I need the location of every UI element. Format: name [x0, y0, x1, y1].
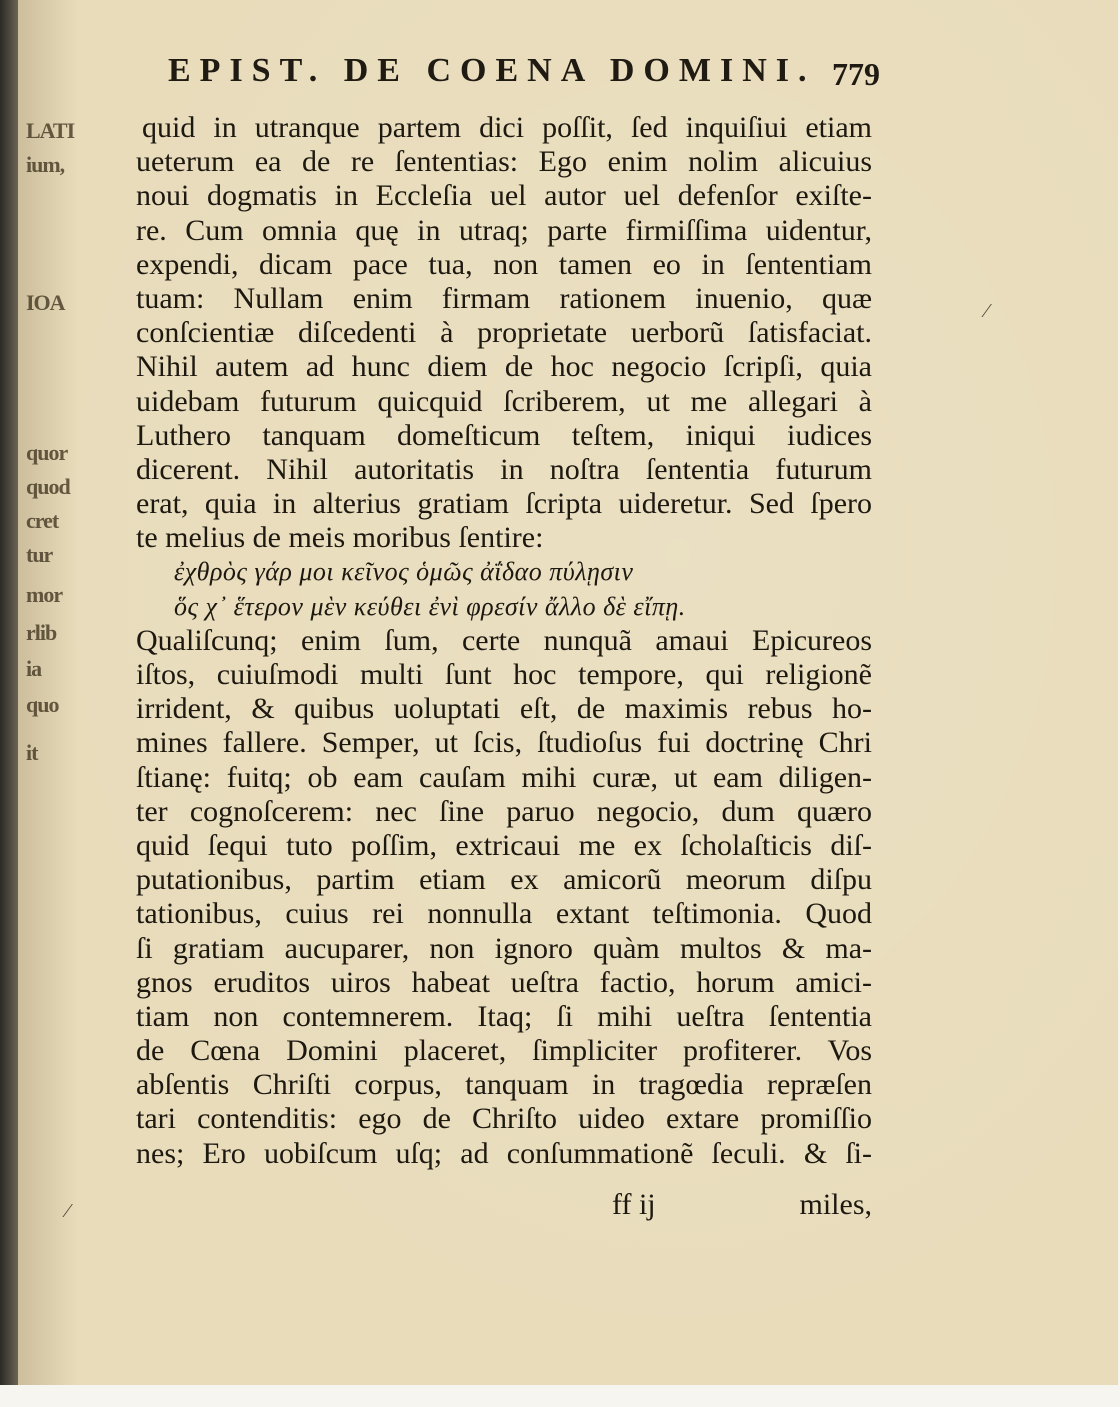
text-line: tuam: Nullam enim firmam rationem inuenio, quæ: [136, 281, 872, 315]
stray-mark: ⁄: [66, 1200, 70, 1222]
text-line: noui dogmatis in Eccleſia uel autor uel defenſor exiſte-: [136, 179, 872, 213]
text-line: putationibus, partim etiam ex amicorũ meorum diſpu: [136, 863, 872, 897]
text-line: te melius de meis moribus ſentire:: [136, 521, 544, 555]
stray-mark: ⁄: [985, 300, 989, 322]
greek-verse-line: ὅς χ᾽ ἕτερον μὲν κεύθει ἐνὶ φρεσίν ἄλλο δὲ εἴπῃ.: [174, 591, 686, 621]
text-line: abſentis Chriſti corpus, tanquam in tragœdia repræſen: [136, 1068, 872, 1102]
text-line: ter cognoſcerem: nec ſine paruo negocio, dum quæro: [136, 794, 872, 828]
text-line: de Cœna Domini placeret, ſimpliciter profiterer. Vos: [136, 1034, 872, 1068]
gutter-fragment: quod: [26, 474, 70, 499]
text-line: tiam non contemnerem. Itaq; ſi mihi ueſtra ſententia: [136, 999, 872, 1033]
text-line: quid in utranque partem dici poſſit, ſed inquiſiui etiam: [142, 111, 872, 144]
text-line: irrident, & quibus uoluptati eſt, de maximis rebus ho-: [136, 692, 872, 726]
gutter-fragment: it: [26, 740, 38, 765]
signature-mark: ff ij: [612, 1188, 656, 1221]
folio-number: 779: [832, 56, 880, 92]
text-line: re. Cum omnia quę in utraq; parte firmiſſima uidentur,: [136, 213, 872, 247]
text-line: dicerent. Nihil autoritatis in noſtra ſententia futurum: [136, 452, 872, 486]
text-line: tationibus, cuius rei nonnulla extant teſtimonia. Quod: [136, 897, 872, 931]
gutter-fragment: ia: [26, 656, 42, 681]
text-line: conſcientiæ diſcedenti à proprietate uerborũ ſatisfaciat.: [136, 316, 872, 350]
text-line: mines fallere. Semper, ut ſcis, ſtudioſus fui doctrinę Chri: [136, 726, 872, 760]
greek-verse-line: ἐχθρὸς γάρ μοι κεῖνος ὁμῶς ἀΐδαο πύλῃσιν: [174, 557, 634, 587]
gutter-fragment: rlib: [26, 620, 57, 645]
gutter-fragment: IOA: [26, 290, 65, 315]
text-line: tari contenditis: ego de Chriſto uideo extare promiſſio: [136, 1102, 872, 1136]
gutter-fragment: tur: [26, 542, 53, 567]
text-line: Nihil autem ad hunc diem de hoc negocio ſcripſi, quia: [136, 350, 872, 384]
text-line: expendi, dicam pace tua, non tamen eo in ſententiam: [136, 247, 872, 281]
text-line: gnos eruditos uiros habeat ueſtra factio, horum amici-: [136, 965, 872, 999]
text-line: ueterum ea de re ſententias: Ego enim nolim alicuius: [136, 145, 872, 179]
text-line: uidebam futurum quicquid ſcriberem, ut me allegari à: [136, 384, 872, 418]
text-line: quid ſequi tuto poſſim, extricaui me ex ſcholaſticis diſ-: [136, 828, 872, 862]
gutter-fragment: quor: [26, 440, 68, 465]
text-line: ſi gratiam aucuparer, non ignoro quàm multos & ma-: [136, 931, 872, 965]
catchword: miles,: [799, 1188, 872, 1221]
gutter-fragment: LATI: [26, 118, 75, 143]
body-text: [136, 111, 872, 1171]
text-line: Luthero tanquam domeſticum teſtem, iniqui iudices: [136, 418, 872, 452]
running-head: EPIST. DE COENA DOMINI.: [168, 52, 816, 89]
page-footer: [136, 1188, 872, 1228]
gutter-fragment: mor: [26, 582, 63, 607]
text-line: nes; Ero uobiſcum uſq; ad conſummationẽ ſeculi. & ſi-: [136, 1136, 872, 1170]
text-line: ſtianę: fuitq; ob eam cauſam mihi curæ, ut eam diligen-: [136, 760, 872, 794]
text-line: Qualiſcunq; enim ſum, certe nunquã amaui Epicureos: [136, 623, 872, 657]
text-line: iſtos, cuiuſmodi multi ſunt hoc tempore, qui religionẽ: [136, 658, 872, 691]
page-bottom-margin: [0, 1385, 1120, 1407]
gutter-fragment: ium,: [26, 152, 65, 177]
text-line: erat, quia in alterius gratiam ſcripta uideretur. Sed ſpero: [136, 487, 872, 521]
page-header: [168, 52, 880, 98]
gutter-fragment: cret: [26, 508, 59, 533]
gutter-fragment: quo: [26, 692, 59, 717]
